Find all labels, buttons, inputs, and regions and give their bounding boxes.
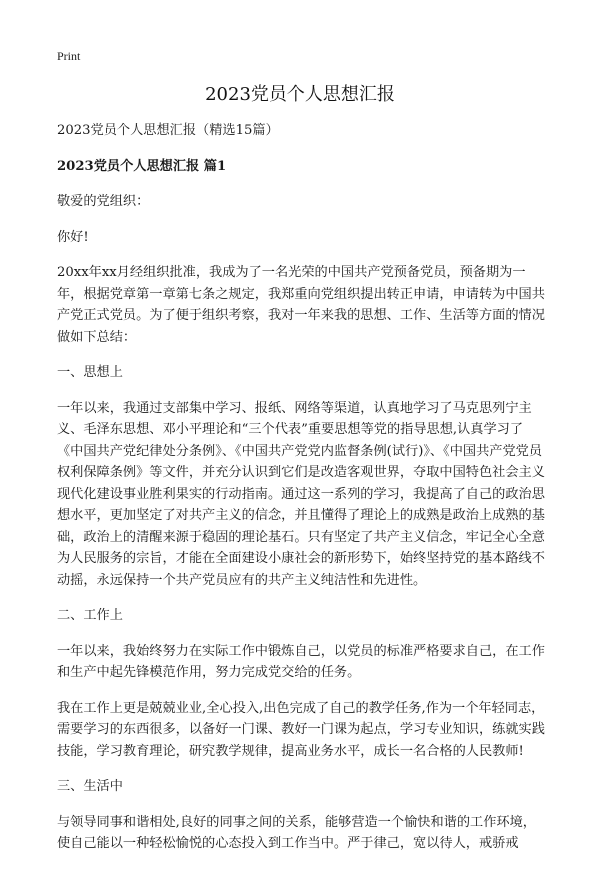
paragraph-work-2: 我在工作上更是兢兢业业,全心投入,出色完成了自己的教学任务,作为一个年轻同志，需要学习的东西很多，以备好一门课、教好一门课为起点，学习专业知识，练就实践技能，学习教育理论，研究教学规律，提高业务水平，成长一名合格的人民教师! (57, 700, 545, 759)
salutation: 敬爱的党组织： (57, 194, 150, 209)
heading-life: 三、生活中 (57, 779, 123, 794)
paragraph-work-1: 一年以来，我始终努力在实际工作中锻炼自己，以党员的标准严格要求自己，在工作和生产中起先锋模范作用，努力完成党交给的任务。 (57, 643, 545, 680)
section-heading: 2023党员个人思想汇报 篇1 (57, 158, 227, 174)
paragraph-thought: 一年以来，我通过支部集中学习、报纸、网络等渠道，认真地学习了马克思列宁主义、毛泽东思想、邓小平理论和“三个代表”重要思想等党的指导思想,认真学习了《中国共产党纪律处分条例》、《中国共产党党内监督条例(试行)》、《中国共产党党员权利保障条例》等文件，并充分认识到它们是改造客观世界，夺取中国特色社会主义现代化建设事业胜利果实的行动指南。通过这一系列的学习，我提高了自己的政治思想水平，更加坚定了对共产主义的信念，并且懂得了理论上的成熟是政治上成熟的基础，政治上的清醒来源于稳固的理论基石。只有坚定了共产主义信念，牢记全心全意为人民服务的宗旨，才能在全面建设小康社会的新形势下，始终坚持党的基本路线不动摇，永远保持一个共产党员应有的共产主义纯洁性和先进性。 (57, 400, 545, 588)
heading-thought: 一、思想上 (57, 365, 123, 380)
print-link[interactable]: Print (57, 49, 81, 63)
greeting: 你好! (57, 229, 89, 245)
document-subtitle: 2023党员个人思想汇报（精选15篇） (57, 123, 279, 138)
paragraph-intro: 20xx年xx月经组织批准，我成为了一名光荣的中国共产党预备党员，预备期为一年，根据党章第一章第七条之规定，我郑重向党组织提出转正申请，申请转为中国共产党正式党员。为了便于组织考察，我对一年来我的思想、工作、生活等方面的情况做如下总结： (57, 265, 545, 345)
document-body (57, 120, 545, 869)
paragraph-life: 与领导同事和谐相处,良好的同事之间的关系，能够营造一个愉快和谐的工作环境，使自己能以一种轻松愉悦的心态投入到工作当中。严于律己，宽以待人，戒骄戒 (57, 814, 536, 851)
heading-work: 二、工作上 (57, 608, 123, 623)
page-title: 2023党员个人思想汇报 (205, 84, 395, 105)
